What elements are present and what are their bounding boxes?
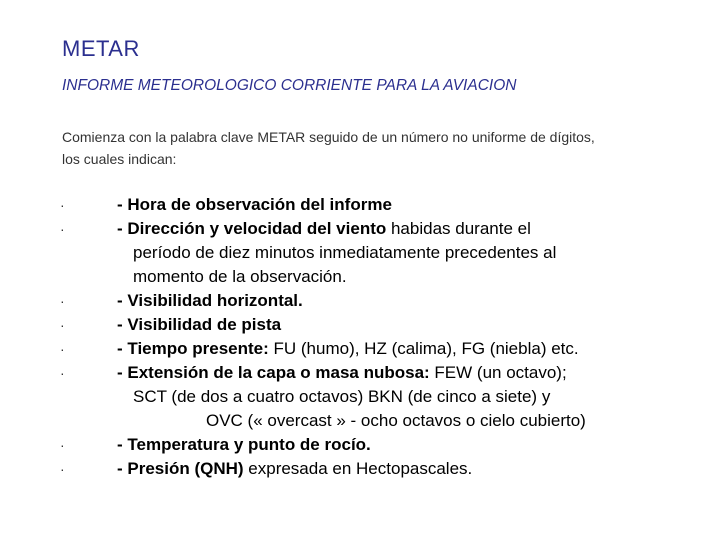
list-item-text	[117, 433, 371, 457]
list-item-bold: - Visibilidad horizontal.	[117, 291, 303, 310]
bullet-dot: ·	[60, 221, 65, 237]
list-item-rest: expresada en Hectopascales.	[243, 459, 473, 478]
list-item-bold: - Visibilidad de pista	[117, 315, 282, 334]
bullet-dot: ·	[60, 317, 65, 333]
bullet-dot: ·	[60, 293, 65, 309]
list-item-bold: - Hora de observación del informe	[117, 195, 392, 214]
list-item-text	[117, 361, 567, 385]
list-item-text	[117, 457, 472, 481]
slide-title: METAR	[62, 36, 140, 61]
list-item-continuation: momento de la observación.	[133, 267, 347, 286]
list-item-rest: FEW (un octavo);	[429, 363, 567, 382]
list-item-continuation: SCT (de dos a cuatro octavos) BKN (de cinco a siete) y	[133, 387, 551, 406]
list-item-bold: - Presión (QNH)	[117, 459, 244, 478]
list-item-text	[117, 193, 392, 217]
bullet-dot: ·	[60, 197, 65, 213]
list-item-text	[117, 217, 531, 241]
list-item-rest: FU (humo), HZ (calima), FG (niebla) etc.	[268, 339, 579, 358]
intro-line-2: los cuales indican:	[62, 151, 177, 167]
list-item-text	[117, 289, 303, 313]
bullet-dot: ·	[60, 341, 65, 357]
list-item-bold: - Temperatura y punto de rocío.	[117, 435, 371, 454]
bullet-dot: ·	[60, 365, 65, 381]
bullet-dot: ·	[60, 461, 65, 477]
list-item-rest: habidas durante el	[386, 219, 531, 238]
intro-paragraph	[62, 126, 712, 170]
slide-subtitle: INFORME METEOROLOGICO CORRIENTE PARA LA AVIACION	[62, 77, 517, 94]
list-item-bold: - Extensión de la capa o masa nubosa:	[117, 363, 430, 382]
bullet-dot: ·	[60, 437, 65, 453]
list-item-text	[117, 313, 281, 337]
list-item-bold: - Dirección y velocidad del viento	[117, 219, 387, 238]
list-item-continuation: período de diez minutos inmediatamente precedentes al	[133, 243, 557, 262]
list-item-bold: - Tiempo presente:	[117, 339, 269, 358]
list-item-text	[117, 337, 579, 361]
intro-line-1: Comienza con la palabra clave METAR seguido de un número no uniforme de dígitos,	[62, 129, 595, 145]
list-item-continuation: OVC (« overcast » - ocho octavos o cielo cubierto)	[206, 411, 586, 430]
